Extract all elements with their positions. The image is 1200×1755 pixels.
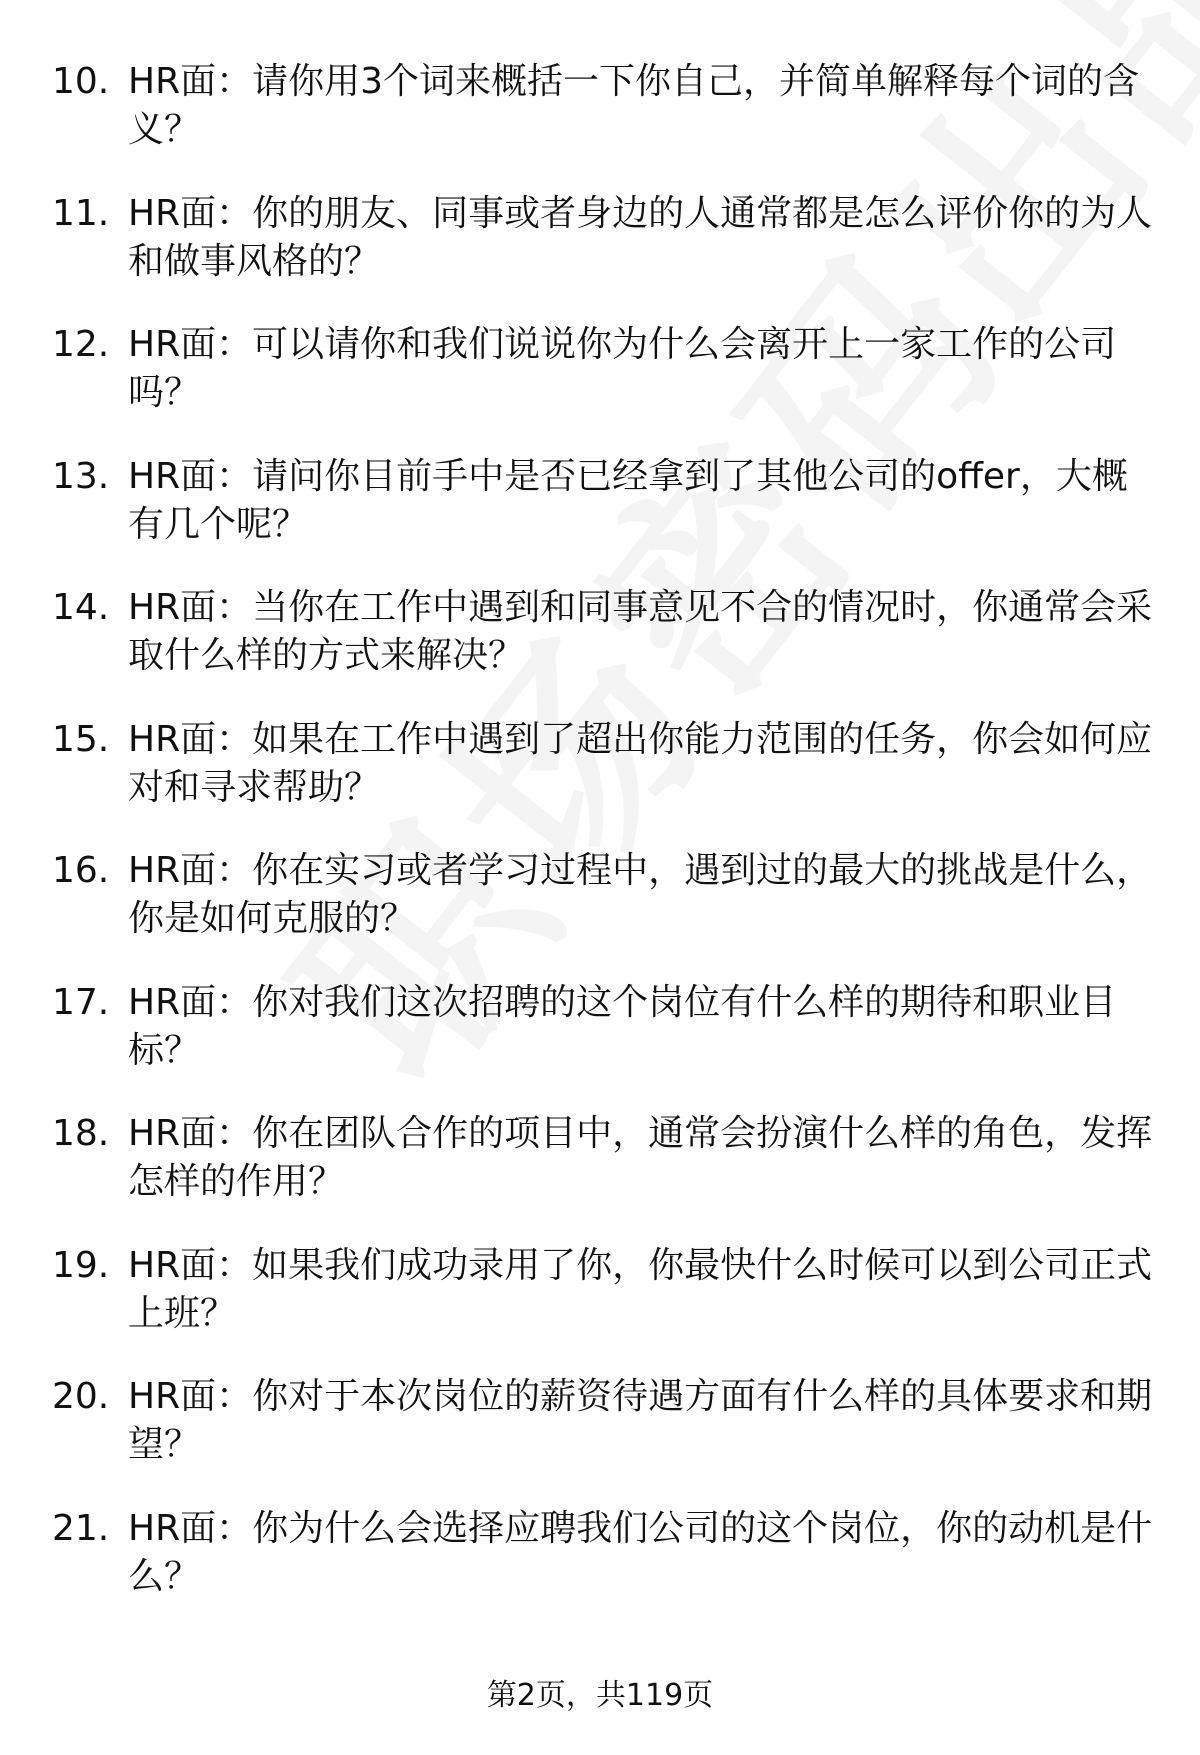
question-text: HR面：当你在工作中遇到和同事意见不合的情况时，你通常会采取什么样的方式来解决？ <box>128 587 1153 676</box>
question-text: HR面：你的朋友、同事或者身边的人通常都是怎么评价你的为人和做事风格的？ <box>128 192 1153 282</box>
question-number: 20. <box>52 1376 110 1417</box>
question-number: 14. <box>52 587 110 628</box>
question-item <box>0 1373 1200 1505</box>
question-text: HR面：你在团队合作的项目中，通常会扮演什么样的角色，发挥怎样的作用？ <box>128 1113 1153 1202</box>
question-text: HR面：如果我们成功录用了你，你最快什么时候可以到公司正式上班？ <box>128 1244 1153 1334</box>
question-list <box>0 58 1200 1636</box>
question-item <box>0 190 1200 322</box>
question-number: 11. <box>52 192 110 234</box>
question-text: HR面：请问你目前手中是否已经拿到了其他公司的offer，大概有几个呢？ <box>128 455 1128 545</box>
question-text: HR面：你对于本次岗位的薪资待遇方面有什么样的具体要求和期望？ <box>128 1376 1153 1465</box>
question-item <box>0 847 1200 979</box>
question-number: 10. <box>52 61 110 102</box>
question-text: HR面：可以请你和我们说说你为什么会离开上一家工作的公司吗？ <box>128 324 1117 413</box>
question-number: 15. <box>52 718 110 760</box>
question-number: 12. <box>52 324 110 365</box>
question-item <box>0 584 1200 716</box>
question-text: HR面：你在实习或者学习过程中，遇到过的最大的挑战是什么，你是如何克服的？ <box>128 850 1153 939</box>
question-item <box>0 58 1200 190</box>
question-item <box>0 979 1200 1111</box>
question-number: 13. <box>52 455 110 497</box>
question-item <box>0 716 1200 848</box>
question-item <box>0 1242 1200 1374</box>
question-text: HR面：你对我们这次招聘的这个岗位有什么样的期待和职业目标？ <box>128 981 1117 1071</box>
question-item <box>0 321 1200 453</box>
page-footer: 第2页，共119页 <box>486 1678 714 1713</box>
question-item <box>0 1505 1200 1637</box>
question-text: HR面：请你用3个词来概括一下你自己，并简单解释每个词的含义？ <box>128 61 1139 150</box>
question-number: 21. <box>52 1507 110 1549</box>
question-number: 19. <box>52 1244 110 1286</box>
question-number: 17. <box>52 981 110 1023</box>
question-number: 18. <box>52 1113 110 1154</box>
question-text: HR面：如果在工作中遇到了超出你能力范围的任务，你会如何应对和寻求帮助？ <box>128 718 1153 808</box>
question-number: 16. <box>52 850 110 891</box>
question-text: HR面：你为什么会选择应聘我们公司的这个岗位，你的动机是什么？ <box>128 1507 1153 1597</box>
question-item <box>0 1110 1200 1242</box>
question-item <box>0 453 1200 585</box>
